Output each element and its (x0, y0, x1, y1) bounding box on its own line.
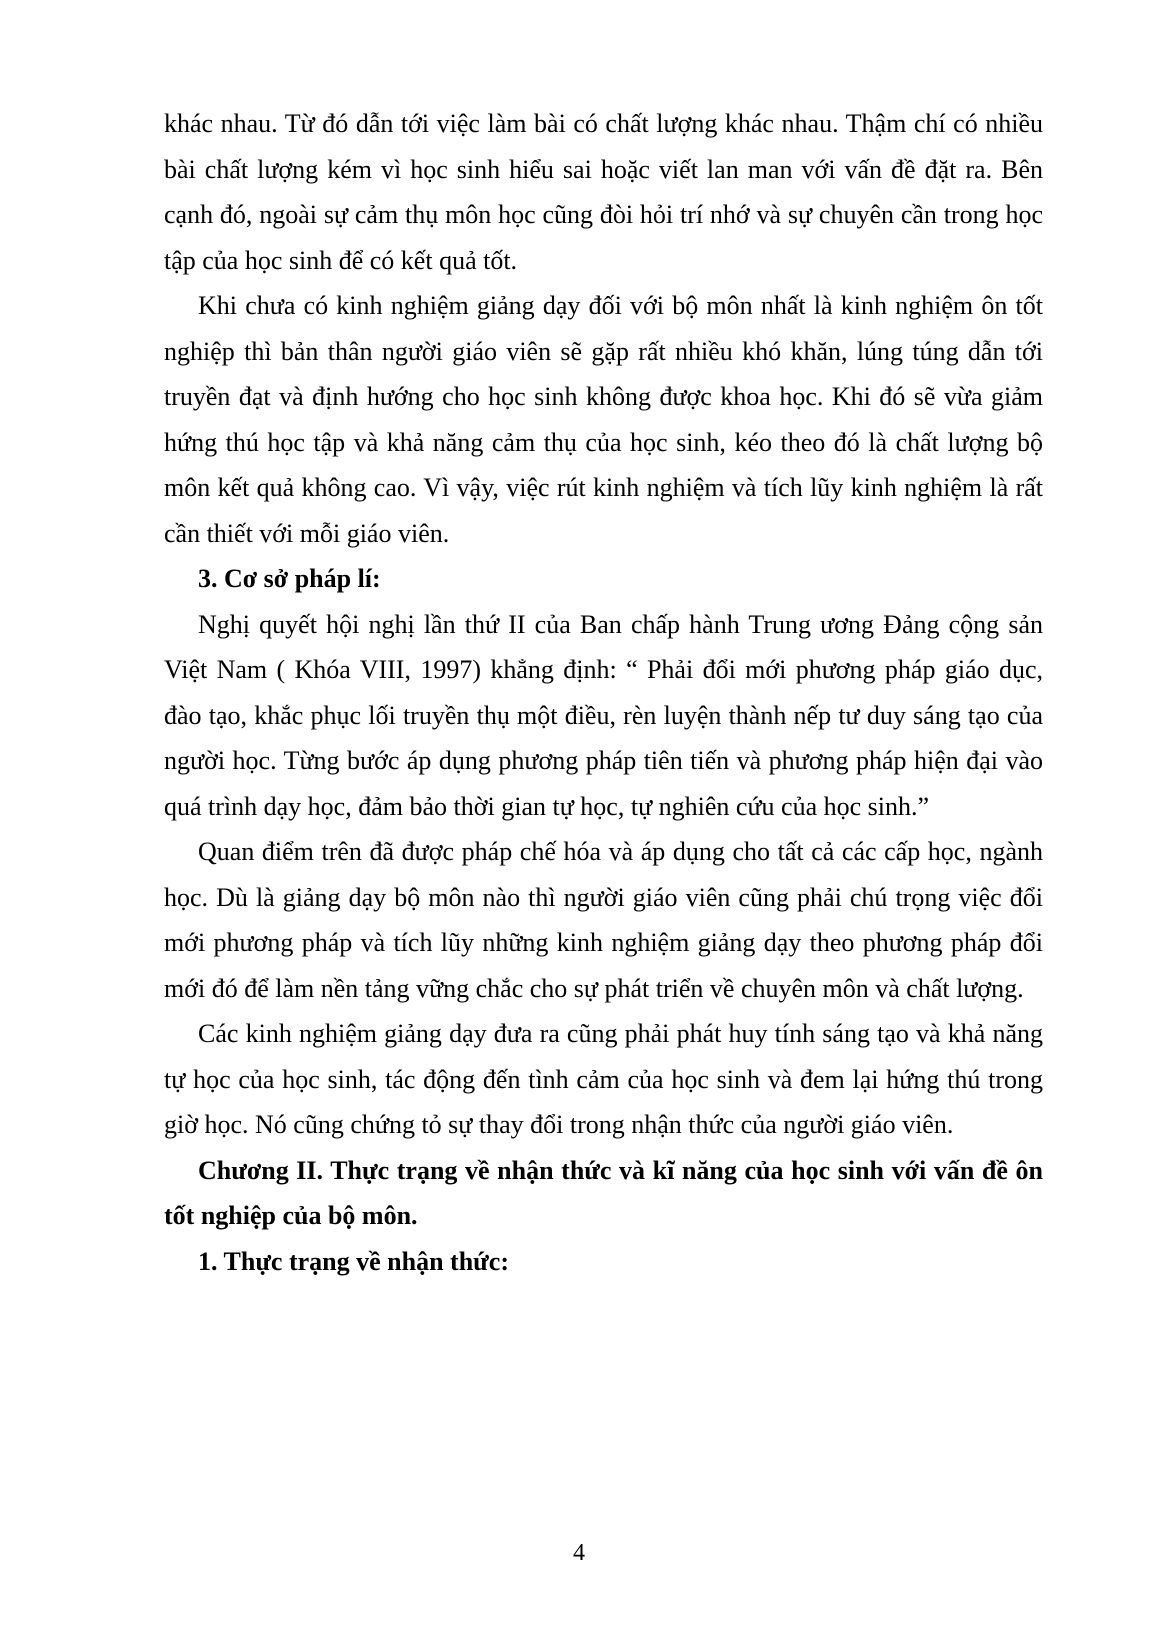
heading-chapter-2: Chương II. Thực trạng về nhận thức và kĩ năng của học sinh với vấn đề ôn tốt nghiệp của bộ môn. (164, 1155, 1043, 1230)
paragraph-experience: Khi chưa có kinh nghiệm giảng dạy đối với bộ môn nhất là kinh nghiệm ôn tốt nghiệp thì bản thân người giáo viên sẽ gặp rất nhiều khó khăn, lúng túng dẫn tới truyền đạt và định hướng cho học sinh không được khoa học. Khi đó sẽ vừa giảm hứng thú học tập và khả năng cảm thụ của học sinh, kéo theo đó là chất lượng bộ môn kết quả không cao. Vì vậy, việc rút kinh nghiệm và tích lũy kinh nghiệm là rất cần thiết với mỗi giáo viên. (164, 291, 1043, 548)
paragraph-resolution: Nghị quyết hội nghị lần thứ II của Ban chấp hành Trung ương Đảng cộng sản Việt Nam ( Khóa VIII, 1997) khẳng định: “ Phải đổi mới phương pháp giáo dục, đào tạo, khắc phục lối truyền thụ một điều, rèn luyện thành nếp tư duy sáng tạo của người học. Từng bước áp dụng phương pháp tiên tiến và phương pháp hiện đại vào quá trình dạy học, đảm bảo thời gian tự học, tự nghiên cứu của học sinh.” (164, 609, 1043, 821)
body-text (164, 101, 1043, 1284)
paragraph-continuation: khác nhau. Từ đó dẫn tới việc làm bài có chất lượng khác nhau. Thậm chí có nhiều bài chất lượng kém vì học sinh hiểu sai hoặc viết lan man với vấn đề đặt ra. Bên cạnh đó, ngoài sự cảm thụ môn học cũng đòi hỏi trí nhớ và sự chuyên cần trong học tập của học sinh để có kết quả tốt. (164, 109, 1043, 275)
paragraph-viewpoint: Quan điểm trên đã được pháp chế hóa và áp dụng cho tất cả các cấp học, ngành học. Dù là giảng dạy bộ môn nào thì người giáo viên cũng phải chú trọng việc đổi mới phương pháp và tích lũy những kinh nghiệm giảng dạy theo phương pháp đổi mới đó để làm nền tảng vững chắc cho sự phát triển về chuyên môn và chất lượng. (164, 837, 1043, 1003)
heading-legal-basis: 3. Cơ sở pháp lí: (198, 564, 381, 593)
page-number: 4 (573, 1540, 585, 1566)
heading-awareness: 1. Thực trạng về nhận thức: (198, 1246, 509, 1276)
paragraph-experiences: Các kinh nghiệm giảng dạy đưa ra cũng phải phát huy tính sáng tạo và khả năng tự học của học sinh, tác động đến tình cảm của học sinh và đem lại hứng thú trong giờ học. Nó cũng chứng tỏ sự thay đổi trong nhận thức của người giáo viên. (164, 1019, 1043, 1139)
